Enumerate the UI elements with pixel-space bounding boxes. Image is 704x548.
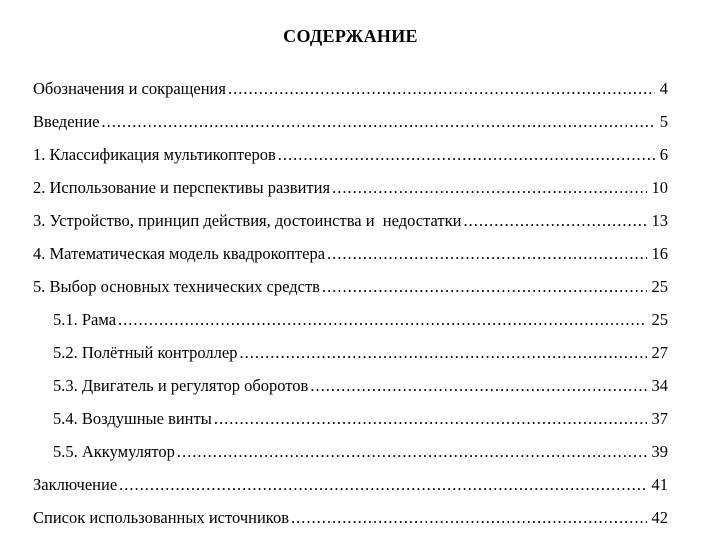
toc-entry-label: Обозначения и сокращения bbox=[33, 79, 226, 98]
toc-entry[interactable] bbox=[33, 336, 668, 369]
toc-entry-label: Заключение bbox=[33, 475, 118, 494]
toc-entry-label: 5. Выбор основных технических средств bbox=[33, 277, 320, 296]
toc-dot-leader bbox=[228, 72, 655, 105]
toc-entry-label: Список использованных источников bbox=[33, 508, 289, 527]
toc-page-number: 27 bbox=[651, 343, 668, 362]
toc-entry[interactable] bbox=[33, 105, 668, 138]
toc-entry[interactable] bbox=[33, 303, 668, 336]
toc-entry[interactable] bbox=[33, 435, 668, 468]
toc-entry[interactable] bbox=[33, 270, 668, 303]
toc-entry[interactable] bbox=[33, 369, 668, 402]
toc-dot-leader bbox=[214, 402, 647, 435]
toc-entry-label: 4. Математическая модель квадрокоптера bbox=[33, 244, 326, 263]
toc-entry[interactable] bbox=[33, 72, 668, 105]
toc-dot-leader bbox=[278, 138, 655, 171]
toc-dot-leader bbox=[332, 171, 646, 204]
toc-entry-label: 5.5. Аккумулятор bbox=[53, 442, 175, 461]
toc-title: СОДЕРЖАНИЕ bbox=[283, 26, 418, 46]
toc-page-number: 34 bbox=[651, 376, 668, 395]
toc-entry[interactable] bbox=[33, 237, 668, 270]
toc-page-number: 4 bbox=[659, 79, 668, 98]
toc-entry[interactable] bbox=[33, 138, 668, 171]
toc-entry[interactable] bbox=[33, 468, 668, 501]
toc-entry-label: 3. Устройство, принцип действия, достоинства и недостатки bbox=[33, 211, 462, 230]
toc-page-number: 37 bbox=[651, 409, 668, 428]
toc-dot-leader bbox=[327, 237, 646, 270]
toc-entry[interactable] bbox=[33, 171, 668, 204]
toc-page-number: 41 bbox=[651, 475, 668, 494]
toc-page-number: 5 bbox=[659, 112, 668, 131]
toc-dot-leader bbox=[310, 369, 646, 402]
toc-dot-leader bbox=[322, 270, 647, 303]
toc-entry-label: 5.2. Полётный контроллер bbox=[53, 343, 238, 362]
toc-entry[interactable] bbox=[33, 501, 668, 534]
toc-entry-label: 5.1. Рама bbox=[53, 310, 117, 329]
toc-entry-label: 1. Классификация мультикоптеров bbox=[33, 145, 276, 164]
toc-entry-label: 5.3. Двигатель и регулятор оборотов bbox=[53, 376, 309, 395]
toc-dot-leader bbox=[118, 303, 646, 336]
toc-page-number: 10 bbox=[651, 178, 668, 197]
toc-page-number: 25 bbox=[651, 310, 668, 329]
toc-dot-leader bbox=[239, 336, 646, 369]
toc-entry-label: 2. Использование и перспективы развития bbox=[33, 178, 331, 197]
toc-page-number: 42 bbox=[651, 508, 668, 527]
toc-page-number: 39 bbox=[651, 442, 668, 461]
toc-dot-leader bbox=[102, 105, 655, 138]
toc-entry[interactable] bbox=[33, 204, 668, 237]
toc-dot-leader bbox=[463, 204, 646, 237]
toc-list bbox=[33, 72, 668, 534]
toc-page-number: 25 bbox=[651, 277, 668, 296]
toc-dot-leader bbox=[291, 501, 647, 534]
toc-page-number: 16 bbox=[651, 244, 668, 263]
toc-entry-label: 5.4. Воздушные винты bbox=[53, 409, 212, 428]
toc-page-number: 13 bbox=[651, 211, 668, 230]
toc-entry[interactable] bbox=[33, 402, 668, 435]
toc-page-number: 6 bbox=[659, 145, 668, 164]
toc-entry-label: Введение bbox=[33, 112, 100, 131]
toc-dot-leader bbox=[119, 468, 646, 501]
toc-dot-leader bbox=[177, 435, 647, 468]
